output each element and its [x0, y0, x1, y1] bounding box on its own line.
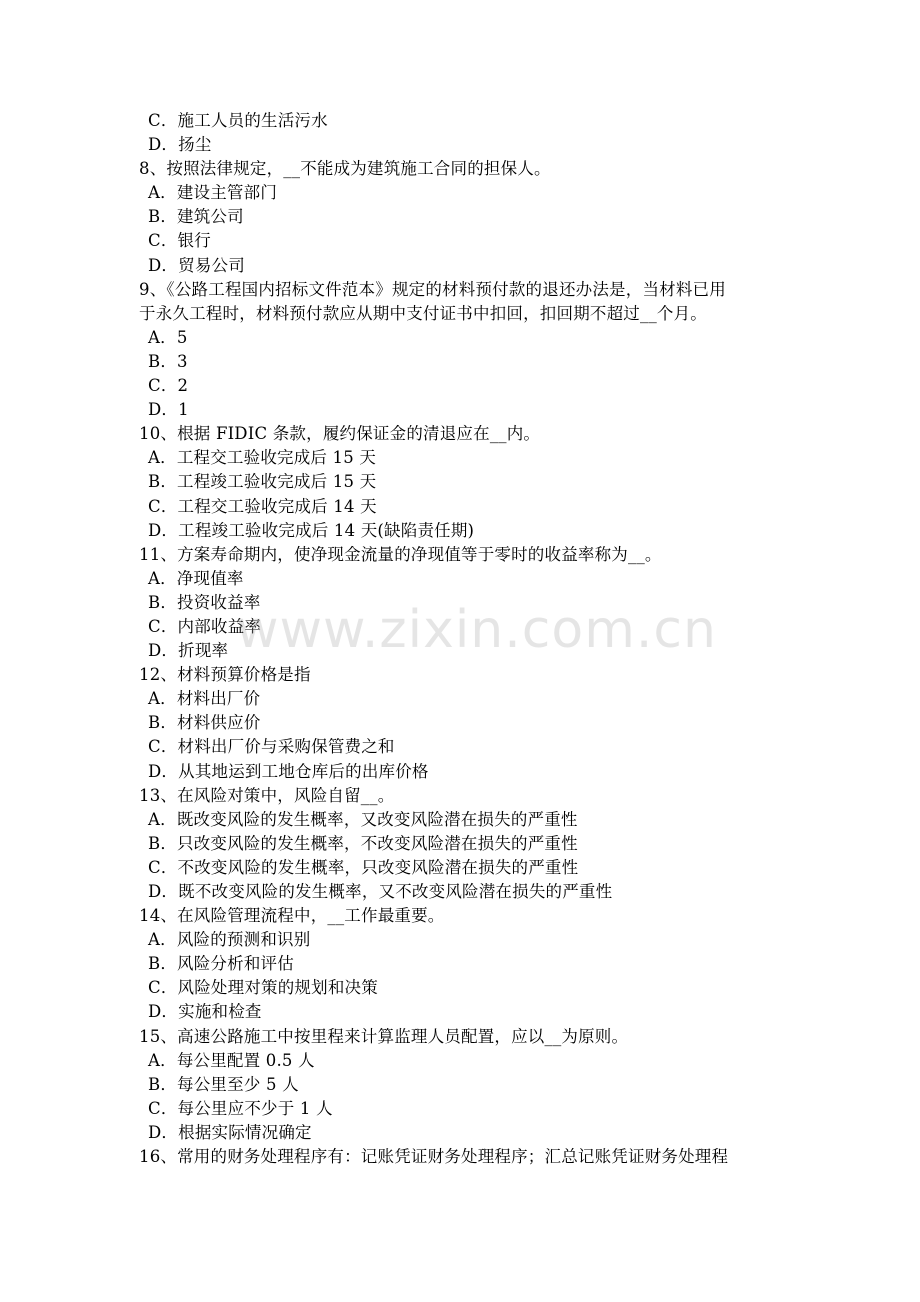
question-line: 9、《公路工程国内招标文件范本》规定的材料预付款的退还办法是，当材料已用 — [139, 279, 726, 299]
option-line: A．建设主管部门 — [148, 183, 278, 203]
option-line: C．材料出厂价与采购保管费之和 — [148, 737, 395, 757]
option-line: D．工程竣工验收完成后 14 天(缺陷责任期) — [148, 520, 475, 540]
option-line: B．3 — [148, 351, 188, 371]
option-line: D．既不改变风险的发生概率，又不改变风险潜在损失的严重性 — [148, 882, 613, 901]
question-line: 12、材料预算价格是指 — [139, 665, 311, 685]
option-line: C．不改变风险的发生概率，只改变风险潜在损失的严重性 — [148, 857, 579, 877]
option-line: C．银行 — [148, 231, 211, 251]
option-line: D．1 — [148, 400, 189, 420]
question-line: 于永久工程时，材料预付款应从期中支付证书中扣回，扣回期不超过__个月。 — [139, 303, 707, 323]
question-line: 10、根据 FIDIC 条款，履约保证金的清退应在__内。 — [139, 424, 541, 444]
question-line: 14、在风险管理流程中，__工作最重要。 — [139, 906, 445, 926]
option-line: D．从其地运到工地仓库后的出库价格 — [148, 761, 429, 781]
option-line: C．内部收益率 — [148, 616, 262, 636]
option-line: D．根据实际情况确定 — [148, 1122, 312, 1142]
option-line: A．净现值率 — [148, 568, 244, 588]
option-line: B．建筑公司 — [148, 207, 244, 227]
option-line: C．2 — [148, 376, 189, 396]
option-line: C．风险处理对策的规划和决策 — [148, 978, 378, 998]
option-line: A．5 — [148, 327, 188, 347]
option-line: C．每公里应不少于 1 人 — [148, 1098, 333, 1118]
option-line: A．风险的预测和识别 — [148, 930, 311, 950]
option-line: B．投资收益率 — [148, 592, 261, 612]
option-line: A．每公里配置 0.5 人 — [148, 1050, 315, 1070]
option-line: C．施工人员的生活污水 — [148, 111, 328, 130]
option-line: A．材料出厂价 — [148, 689, 261, 709]
option-line: D．扬尘 — [148, 135, 212, 155]
question-line: 16、常用的财务处理程序有：记账凭证财务处理程序；汇总记账凭证财务处理程 — [139, 1147, 729, 1167]
question-line: 11、方案寿命期内，使净现金流量的净现值等于零时的收益率称为__。 — [139, 544, 662, 564]
option-line: C．工程交工验收完成后 14 天 — [148, 496, 377, 516]
option-line: A．既改变风险的发生概率，又改变风险潜在损失的严重性 — [148, 809, 578, 829]
option-line: B．只改变风险的发生概率，不改变风险潜在损失的严重性 — [148, 833, 578, 853]
question-line: 15、高速公路施工中按里程来计算监理人员配置，应以__为原则。 — [139, 1026, 629, 1046]
watermark: www.zixin.com.cn — [236, 600, 717, 660]
option-line: D．实施和检查 — [148, 1002, 262, 1022]
question-line: 13、在风险对策中，风险自留__。 — [139, 785, 395, 805]
option-line: B．工程竣工验收完成后 15 天 — [148, 472, 377, 492]
option-line: D．贸易公司 — [148, 255, 245, 275]
option-line: A．工程交工验收完成后 15 天 — [148, 448, 377, 468]
option-line: D．折现率 — [148, 641, 229, 661]
option-line: B．风险分析和评估 — [148, 954, 294, 974]
option-line: B．材料供应价 — [148, 713, 261, 733]
question-line: 8、按照法律规定，__不能成为建筑施工合同的担保人。 — [139, 159, 551, 179]
option-line: B．每公里至少 5 人 — [148, 1074, 299, 1094]
